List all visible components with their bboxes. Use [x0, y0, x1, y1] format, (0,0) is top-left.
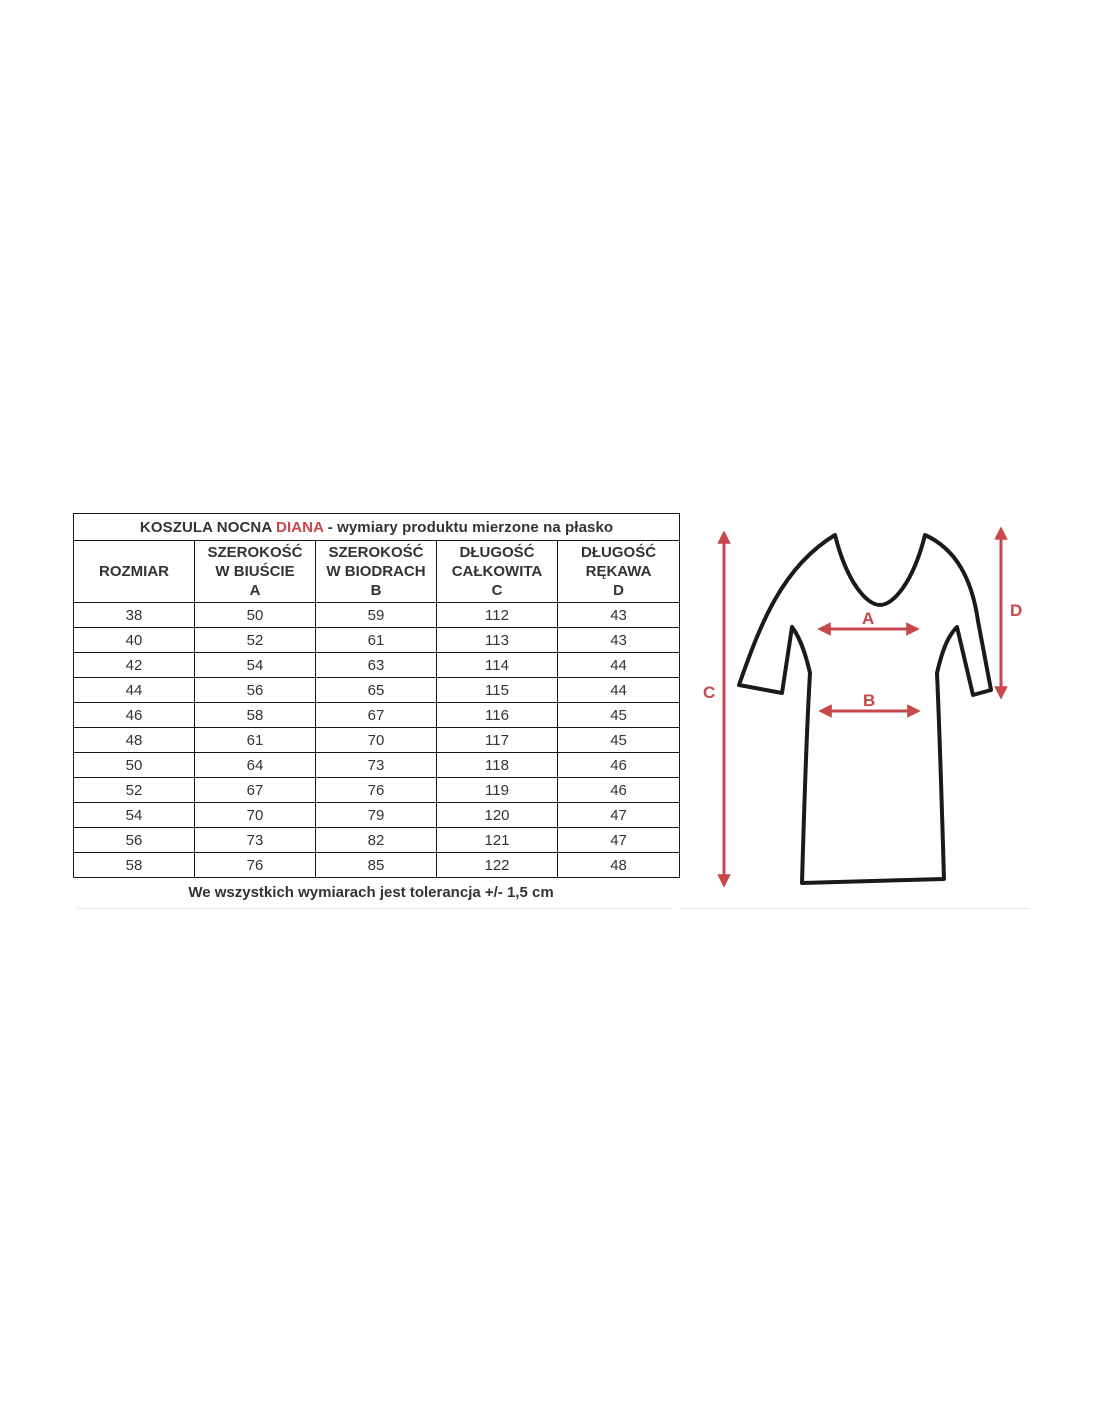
- column-header-line: DŁUGOŚĆ: [581, 544, 657, 561]
- table-cell: 48: [74, 728, 195, 753]
- footnote-divider-left: [77, 908, 673, 909]
- size-table: [73, 513, 680, 878]
- table-cell: 45: [558, 728, 680, 753]
- table-cell: 70: [195, 803, 316, 828]
- table-cell: 44: [558, 678, 680, 703]
- title-brand: DIANA: [276, 518, 324, 536]
- label-b: B: [863, 691, 876, 710]
- table-row: [74, 828, 680, 853]
- table-cell: 46: [558, 753, 680, 778]
- table-cell: 47: [558, 803, 680, 828]
- column-header-line: C: [491, 582, 503, 599]
- table-cell: 70: [316, 728, 437, 753]
- table-row: [74, 703, 680, 728]
- table-cell: 48: [558, 853, 680, 878]
- footnote-divider-right: [681, 908, 1030, 909]
- column-header-line: A: [249, 582, 261, 599]
- table-row: [74, 628, 680, 653]
- table-cell: 50: [74, 753, 195, 778]
- table-row: [74, 678, 680, 703]
- table-cell: 58: [195, 703, 316, 728]
- table-cell: 114: [437, 653, 558, 678]
- table-cell: 76: [195, 853, 316, 878]
- column-header-line: CAŁKOWITA: [451, 563, 543, 580]
- table-cell: 52: [195, 628, 316, 653]
- table-cell: 58: [74, 853, 195, 878]
- table-cell: 61: [316, 628, 437, 653]
- table-cell: 117: [437, 728, 558, 753]
- column-header-line: DŁUGOŚĆ: [459, 544, 535, 561]
- garment-diagram: [690, 515, 1035, 895]
- label-a: A: [862, 609, 875, 628]
- table-cell: 56: [195, 678, 316, 703]
- column-header-line: SZEROKOŚĆ: [207, 544, 303, 561]
- table-cell: 47: [558, 828, 680, 853]
- column-header-line: D: [613, 582, 624, 599]
- table-cell: 50: [195, 603, 316, 628]
- table-cell: 59: [316, 603, 437, 628]
- table-cell: 63: [316, 653, 437, 678]
- table-cell: 113: [437, 628, 558, 653]
- column-header-line: B: [370, 582, 382, 599]
- table-cell: 64: [195, 753, 316, 778]
- table-cell: 79: [316, 803, 437, 828]
- table-row: [74, 853, 680, 878]
- table-title: [74, 514, 680, 541]
- table-cell: 116: [437, 703, 558, 728]
- table-cell: 67: [316, 703, 437, 728]
- table-body: [74, 603, 680, 878]
- table-header-row: [74, 541, 680, 603]
- table-cell: 56: [74, 828, 195, 853]
- label-c: C: [703, 683, 716, 702]
- table-cell: 115: [437, 678, 558, 703]
- table-cell: 44: [558, 653, 680, 678]
- column-header-line: RĘKAWA: [585, 563, 652, 580]
- table-cell: 67: [195, 778, 316, 803]
- table-row: [74, 603, 680, 628]
- table-cell: 54: [74, 803, 195, 828]
- table-row: [74, 753, 680, 778]
- table-title-row: [74, 514, 680, 541]
- table-cell: 121: [437, 828, 558, 853]
- table-row: [74, 803, 680, 828]
- column-header: [195, 541, 316, 603]
- table-cell: 54: [195, 653, 316, 678]
- table-cell: 73: [316, 753, 437, 778]
- table-cell: 65: [316, 678, 437, 703]
- title-suffix: - wymiary produktu mierzone na płasko: [323, 518, 614, 536]
- table-cell: 45: [558, 703, 680, 728]
- title-prefix: KOSZULA NOCNA: [139, 518, 277, 536]
- column-header-line: SZEROKOŚĆ: [328, 544, 424, 561]
- table-cell: 112: [437, 603, 558, 628]
- table-cell: 46: [74, 703, 195, 728]
- table-cell: 73: [195, 828, 316, 853]
- column-header-line: W BIUŚCIE: [215, 563, 295, 580]
- tolerance-note: We wszystkich wymiarach jest tolerancja +/- 1,5 cm: [188, 884, 554, 901]
- table-cell: 44: [74, 678, 195, 703]
- table-cell: 52: [74, 778, 195, 803]
- column-header-line: ROZMIAR: [99, 563, 169, 580]
- table-cell: 119: [437, 778, 558, 803]
- table-cell: 43: [558, 603, 680, 628]
- column-header: [74, 541, 195, 603]
- table-cell: 38: [74, 603, 195, 628]
- table-cell: 42: [74, 653, 195, 678]
- column-header: [316, 541, 437, 603]
- size-table-container: [73, 513, 679, 878]
- table-cell: 118: [437, 753, 558, 778]
- table-cell: 76: [316, 778, 437, 803]
- table-cell: 122: [437, 853, 558, 878]
- table-row: [74, 728, 680, 753]
- table-row: [74, 653, 680, 678]
- table-cell: 46: [558, 778, 680, 803]
- table-cell: 82: [316, 828, 437, 853]
- table-row: [74, 778, 680, 803]
- label-d: D: [1010, 601, 1023, 620]
- table-cell: 120: [437, 803, 558, 828]
- column-header: [558, 541, 680, 603]
- table-cell: 43: [558, 628, 680, 653]
- table-cell: 40: [74, 628, 195, 653]
- table-cell: 85: [316, 853, 437, 878]
- table-cell: 61: [195, 728, 316, 753]
- column-header: [437, 541, 558, 603]
- column-header-line: W BIODRACH: [326, 563, 426, 580]
